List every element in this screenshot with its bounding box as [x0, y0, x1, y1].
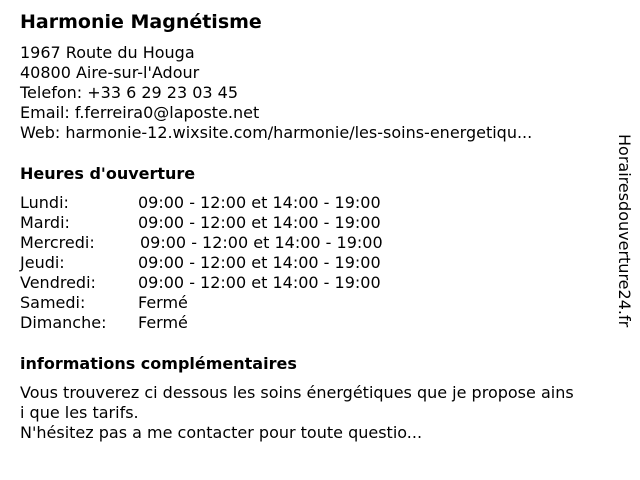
day-label: Samedi:: [20, 293, 86, 312]
web-text: Web: harmonie-12.wixsite.com/harmonie/les-soins-energetiqu...: [20, 123, 533, 142]
day-hours: Fermé: [138, 293, 188, 312]
day-label: Vendredi:: [20, 273, 96, 292]
day-hours: Fermé: [138, 313, 188, 332]
day-hours: 09:00 - 12:00 et 14:00 - 19:00: [138, 213, 381, 232]
day-hours: 09:00 - 12:00 et 14:00 - 19:00: [138, 253, 381, 272]
day-label: Mercredi:: [20, 233, 95, 252]
contact-block: [20, 43, 532, 143]
address-city: 40800 Aire-sur-l'Adour: [20, 63, 200, 82]
day-label: Jeudi:: [20, 253, 65, 272]
additional-info-text: [20, 383, 620, 443]
opening-hours-heading: Heures d'ouverture: [20, 164, 196, 183]
day-label: Dimanche:: [20, 313, 107, 332]
email-text: Email: f.ferreira0@laposte.net: [20, 103, 260, 122]
additional-info-heading: informations complémentaires: [20, 354, 297, 373]
day-hours: 09:00 - 12:00 et 14:00 - 19:00: [138, 193, 381, 212]
day-label: Mardi:: [20, 213, 70, 232]
info-line: Vous trouverez ci dessous les soins énergétiques que je propose ains: [20, 383, 574, 402]
site-watermark: Horairesdouverture24.fr: [615, 134, 634, 328]
phone-text: Telefon: +33 6 29 23 03 45: [20, 83, 239, 102]
day-hours: 09:00 - 12:00 et 14:00 - 19:00: [138, 273, 381, 292]
day-hours: 09:00 - 12:00 et 14:00 - 19:00: [140, 233, 383, 252]
business-name: Harmonie Magnétisme: [20, 11, 262, 33]
info-line: N'hésitez pas a me contacter pour toute questio...: [20, 423, 423, 442]
day-label: Lundi:: [20, 193, 69, 212]
info-line: i que les tarifs.: [20, 403, 139, 422]
address-street: 1967 Route du Houga: [20, 43, 195, 62]
